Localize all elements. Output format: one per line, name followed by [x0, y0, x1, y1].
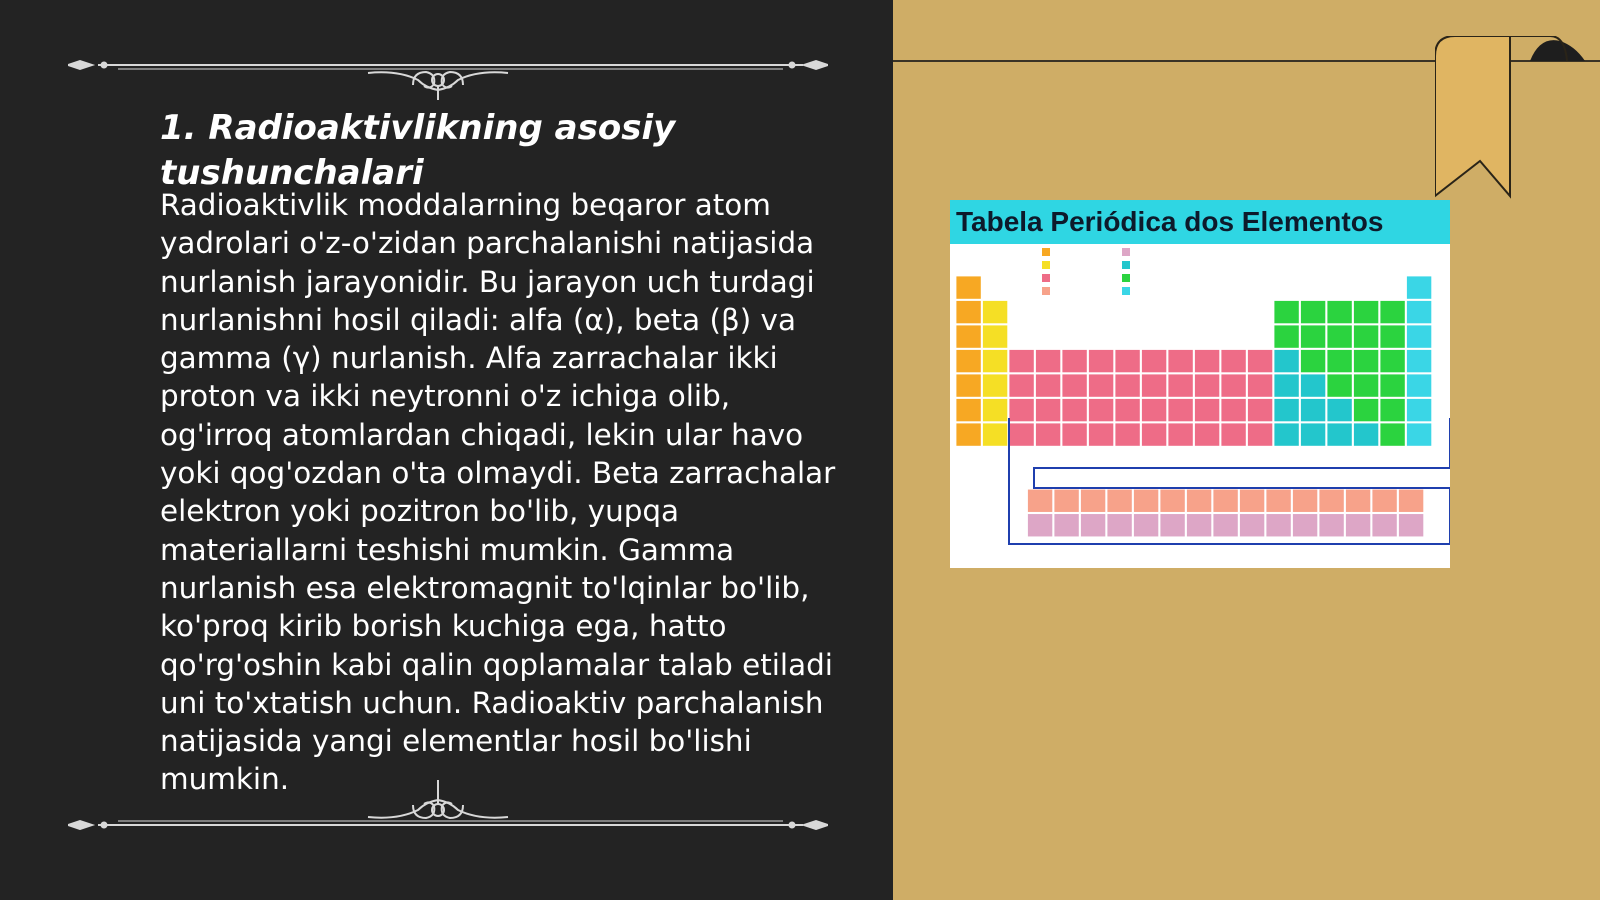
element-cell — [1274, 374, 1299, 397]
element-cell — [1115, 350, 1140, 373]
element-cell — [1301, 301, 1326, 324]
element-cell — [1089, 374, 1114, 397]
element-cell — [1134, 489, 1159, 512]
element-cell — [1372, 489, 1397, 512]
periodic-table-grid — [950, 244, 1450, 568]
element-cell — [1107, 514, 1132, 537]
element-cell — [1327, 374, 1352, 397]
element-cell — [1380, 301, 1405, 324]
element-cell — [1407, 399, 1432, 422]
element-cell — [1407, 301, 1432, 324]
element-cell — [1009, 350, 1034, 373]
element-cell — [1407, 423, 1432, 446]
legend-swatch — [1042, 248, 1050, 256]
element-cell — [983, 399, 1008, 422]
element-cell — [1301, 399, 1326, 422]
element-cell — [1274, 301, 1299, 324]
element-cell — [956, 325, 981, 348]
element-cell — [1036, 399, 1061, 422]
element-cell — [1115, 423, 1140, 446]
element-cell — [1036, 374, 1061, 397]
element-cell — [1407, 350, 1432, 373]
element-cell — [1399, 489, 1424, 512]
element-cell — [1380, 325, 1405, 348]
legend-swatch — [1042, 274, 1050, 282]
element-cell — [1354, 399, 1379, 422]
bookmark-ribbon-icon — [1435, 36, 1585, 206]
element-cell — [1195, 350, 1220, 373]
element-cell — [1399, 514, 1424, 537]
element-cell — [1319, 489, 1344, 512]
element-cell — [1081, 514, 1106, 537]
legend-swatch — [1122, 274, 1130, 282]
periodic-table-header — [950, 200, 1450, 244]
element-cell — [983, 325, 1008, 348]
element-cell — [1346, 489, 1371, 512]
element-cell — [1009, 374, 1034, 397]
element-cell — [1036, 350, 1061, 373]
element-cell — [956, 374, 981, 397]
element-cell — [1354, 350, 1379, 373]
element-cell — [1115, 374, 1140, 397]
element-cell — [1028, 489, 1053, 512]
periodic-table-title: Tabela Periódica dos Elementos — [956, 206, 1384, 237]
element-cell — [1213, 514, 1238, 537]
element-cell — [1054, 489, 1079, 512]
element-cell — [1327, 325, 1352, 348]
element-cell — [1380, 374, 1405, 397]
element-cell — [1221, 399, 1246, 422]
element-cell — [1301, 423, 1326, 446]
element-cell — [1380, 399, 1405, 422]
element-cell — [1407, 276, 1432, 299]
element-cell — [1062, 350, 1087, 373]
element-cell — [1248, 399, 1273, 422]
element-cell — [1240, 489, 1265, 512]
element-cell — [1248, 350, 1273, 373]
element-cell — [1293, 514, 1318, 537]
element-cell — [983, 374, 1008, 397]
element-cell — [1168, 350, 1193, 373]
element-cell — [1187, 514, 1212, 537]
element-cell — [1009, 399, 1034, 422]
element-cell — [1354, 423, 1379, 446]
ornament-divider-top-icon — [68, 40, 828, 100]
element-cell — [983, 350, 1008, 373]
element-cell — [1089, 399, 1114, 422]
element-cell — [1327, 423, 1352, 446]
element-cell — [956, 399, 981, 422]
element-cell — [1301, 325, 1326, 348]
element-cell — [1293, 489, 1318, 512]
element-cell — [1372, 514, 1397, 537]
slide-title: 1. Radioaktivlikning asosiy tushunchalari — [160, 108, 676, 193]
element-cell — [1274, 325, 1299, 348]
element-cell — [1168, 423, 1193, 446]
element-cell — [1407, 374, 1432, 397]
element-cell — [1142, 350, 1167, 373]
element-cell — [1240, 514, 1265, 537]
element-cell — [1354, 325, 1379, 348]
element-cell — [1380, 350, 1405, 373]
element-cell — [1168, 374, 1193, 397]
element-cell — [1028, 514, 1053, 537]
legend-swatch — [1042, 261, 1050, 269]
legend-swatch — [1042, 287, 1050, 295]
element-cell — [1160, 489, 1185, 512]
legend-swatch — [1122, 261, 1130, 269]
element-cell — [1354, 374, 1379, 397]
element-cell — [1081, 489, 1106, 512]
element-cell — [956, 350, 981, 373]
element-cell — [1195, 374, 1220, 397]
element-cell — [1266, 514, 1291, 537]
element-cell — [1187, 489, 1212, 512]
element-cell — [1062, 374, 1087, 397]
element-cell — [1036, 423, 1061, 446]
periodic-table-image — [950, 200, 1450, 568]
element-cell — [1089, 423, 1114, 446]
element-cell — [1062, 423, 1087, 446]
element-cell — [1327, 350, 1352, 373]
element-cell — [1142, 399, 1167, 422]
element-cell — [1134, 514, 1159, 537]
legend-swatch — [1122, 248, 1130, 256]
element-cell — [1142, 374, 1167, 397]
element-cell — [1301, 374, 1326, 397]
element-cell — [1168, 399, 1193, 422]
element-cell — [1213, 489, 1238, 512]
element-cell — [1054, 514, 1079, 537]
element-cell — [1160, 514, 1185, 537]
element-cell — [1009, 423, 1034, 446]
element-cell — [1319, 514, 1344, 537]
element-cell — [1274, 399, 1299, 422]
element-cell — [1195, 423, 1220, 446]
element-cell — [956, 301, 981, 324]
element-cell — [983, 423, 1008, 446]
element-cell — [1266, 489, 1291, 512]
element-cell — [1407, 325, 1432, 348]
element-cell — [1062, 399, 1087, 422]
element-cell — [1115, 399, 1140, 422]
element-cell — [1248, 374, 1273, 397]
element-cell — [1221, 350, 1246, 373]
element-cell — [1354, 301, 1379, 324]
element-cell — [956, 423, 981, 446]
slide-body-text: Radioaktivlik moddalarning beqaror atom yadrolari o'z-o'zidan parchalanishi natijasida nurlanish jarayonidir. Bu jarayon uch turdagi nurlanishni hosil qiladi: alfa (α), beta (β) va gamma (γ) nurlanish. Alfa zarrachalar ikki proton va ikki neytronni o'z ichiga olib, og'irroq atomlardan chiqadi, lekin ular havo yoki qog'ozdan o'ta olmaydi. Beta zarrachalar elektron yoki pozitron bo'lib, yupqa materiallarni teshishi mumkin. Gamma nurlanish esa elektromagnit to'lqinlar bo'lib, ko'proq kirib borish kuchiga ega, hatto qo'rg'oshin kabi qalin qoplamalar talab etiladi uni to'xtatish uchun. Radioaktiv parchalanish natijasida yangi elementlar hosil bo'lishi mumkin. — [160, 188, 836, 797]
element-cell — [1221, 374, 1246, 397]
ornament-divider-bottom-icon — [68, 770, 828, 830]
element-cell — [956, 276, 981, 299]
element-cell — [1301, 350, 1326, 373]
element-cell — [1346, 514, 1371, 537]
element-cell — [1248, 423, 1273, 446]
element-cell — [1142, 423, 1167, 446]
element-cell — [1327, 301, 1352, 324]
legend-swatch — [1122, 287, 1130, 295]
element-cell — [1274, 423, 1299, 446]
element-cell — [1274, 350, 1299, 373]
element-cell — [1195, 399, 1220, 422]
element-cell — [1380, 423, 1405, 446]
element-cell — [1107, 489, 1132, 512]
element-cell — [983, 301, 1008, 324]
element-cell — [1221, 423, 1246, 446]
element-cell — [1327, 399, 1352, 422]
element-cell — [1089, 350, 1114, 373]
